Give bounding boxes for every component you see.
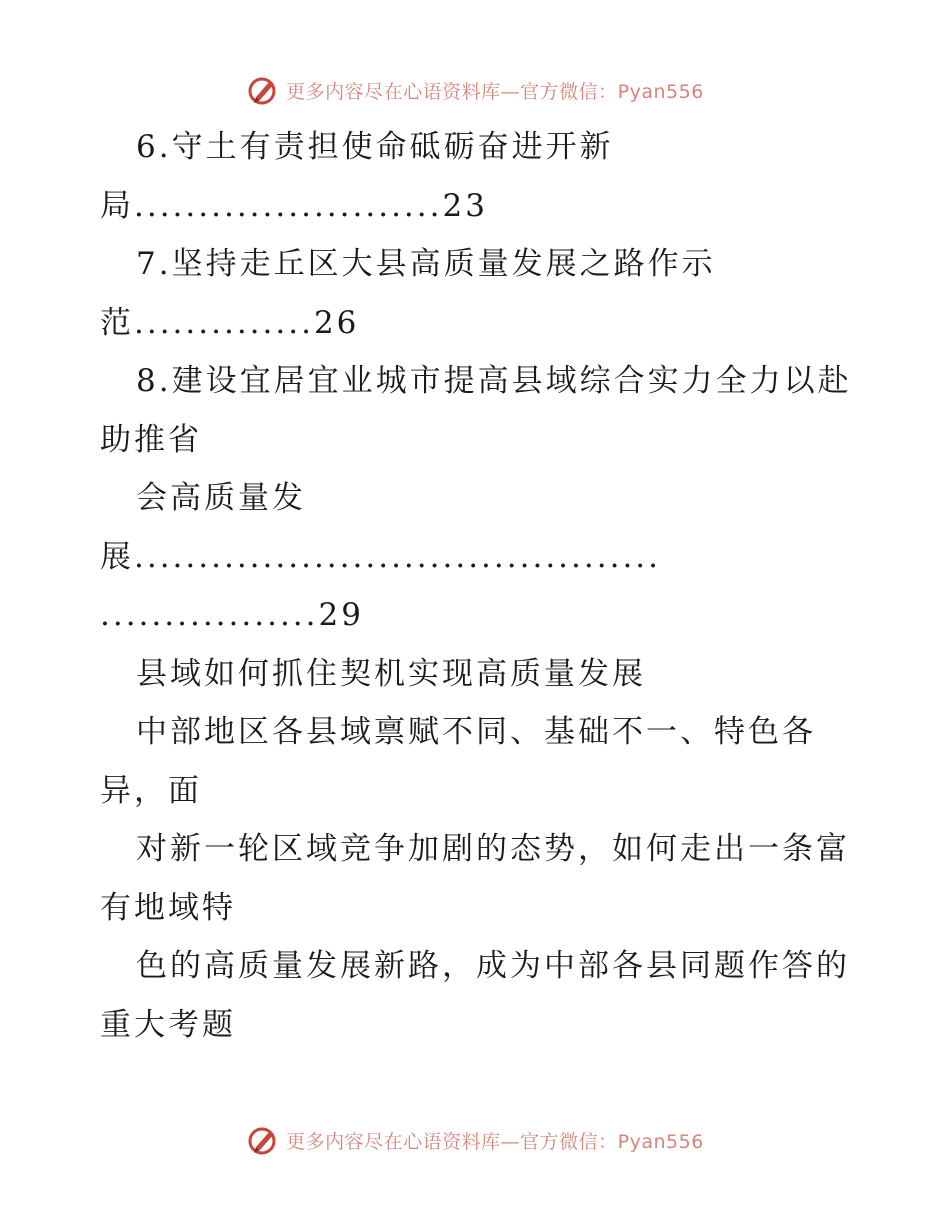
toc-line: 助推省	[100, 421, 202, 458]
toc-line: .................29	[100, 597, 364, 633]
paragraph-line: 异，面	[100, 772, 202, 809]
paragraph-line: 中部地区各县域禀赋不同、基础不一、特色各	[136, 714, 816, 750]
toc-line: 局........................23	[100, 187, 488, 224]
pen-logo-icon	[246, 1123, 280, 1157]
toc-line: 展.........................................	[100, 538, 662, 575]
paragraph-line: 对新一轮区域竞争加剧的态势，如何走出一条富	[136, 831, 850, 867]
toc-line: 8.建设宜居宜业城市提高县域综合实力全力以赴	[136, 363, 852, 399]
footer-watermark	[0, 1120, 950, 1160]
toc-line: 6.守土有责担使命砥砺奋进开新	[136, 129, 614, 165]
paragraph-line: 重大考题	[100, 1006, 236, 1043]
paragraph-line: 有地域特	[100, 889, 236, 926]
pen-logo-icon	[246, 73, 280, 107]
paragraph-line: 色的高质量发展新路，成为中部各县同题作答的	[136, 948, 850, 984]
toc-line: 范..............26	[100, 304, 360, 341]
section-title: 县域如何抓住契机实现高质量发展	[136, 655, 646, 692]
toc-line: 会高质量发	[136, 480, 306, 516]
watermark-text: 更多内容尽在心语资料库—官方微信：Pyan556	[286, 80, 704, 103]
watermark-text: 更多内容尽在心语资料库—官方微信：Pyan556	[286, 1130, 704, 1153]
header-watermark	[0, 70, 950, 110]
document-body	[100, 118, 860, 1054]
toc-line: 7.坚持走丘区大县高质量发展之路作示	[136, 246, 716, 282]
